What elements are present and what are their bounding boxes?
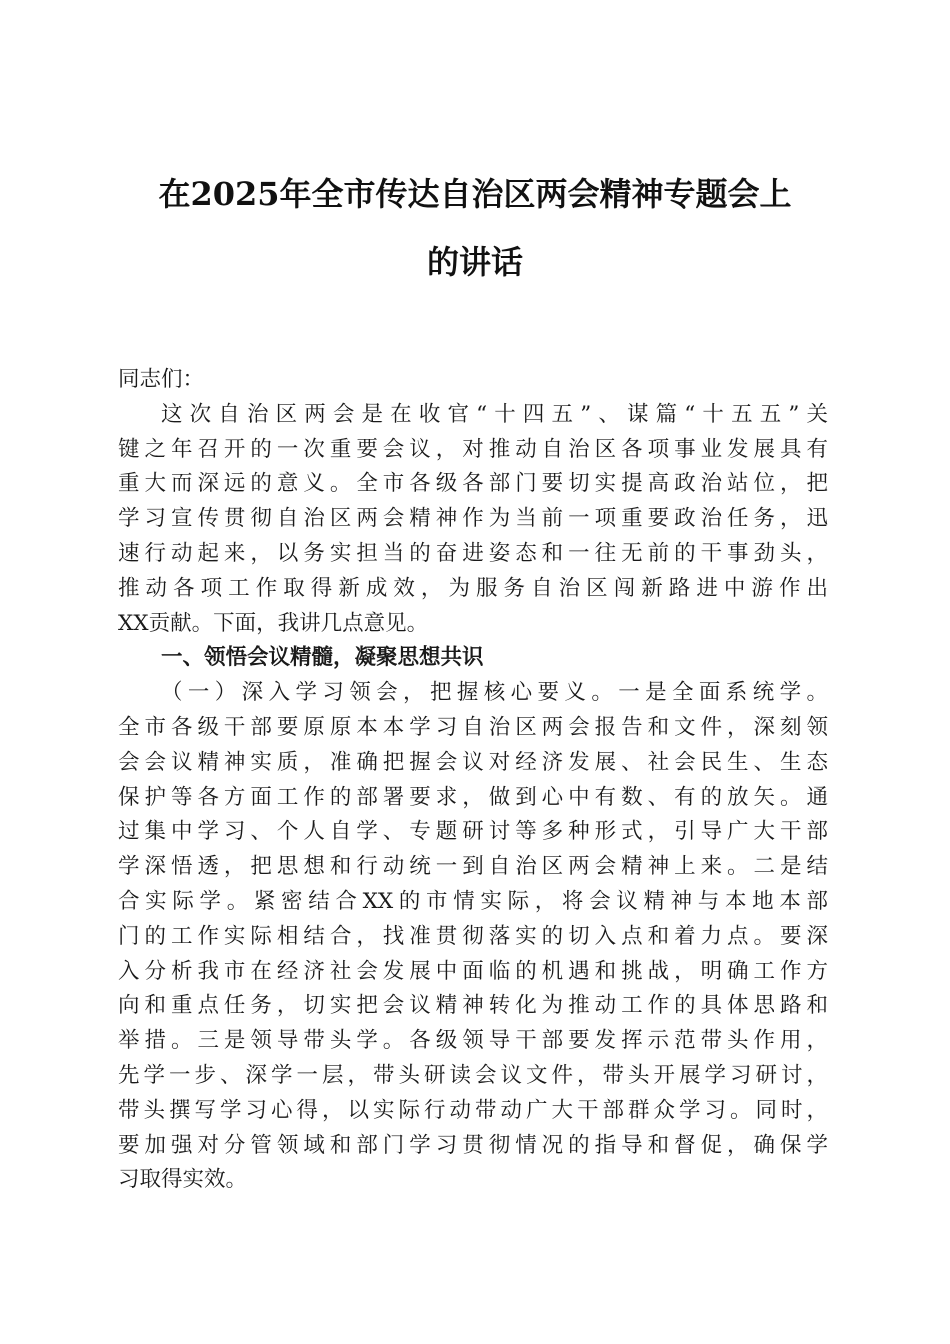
intro-line: 这次自治区两会是在收官“十四五”、谋篇“十五五”关 (161, 401, 828, 427)
paragraph-line: 举措。三是领导带头学。各级领导干部要发挥示范带头作用， (118, 1028, 828, 1054)
paragraph-line: 过集中学习、个人自学、专题研讨等多种形式，引导广大干部 (118, 819, 828, 845)
document-title-line-2: 的讲话 (426, 243, 523, 281)
intro-line: 速行动起来，以务实担当的奋进姿态和一往无前的干事劲头， (118, 540, 828, 566)
paragraph-line: 学深悟透，把思想和行动统一到自治区两会精神上来。二是结 (118, 854, 828, 880)
document-body (118, 363, 828, 1198)
paragraph-line: 全市各级干部要原原本本学习自治区两会报告和文件，深刻领 (118, 714, 828, 740)
paragraph-line: 向和重点任务，切实把会议精神转化为推动工作的具体思路和 (118, 993, 828, 1019)
paragraph-line: 会会议精神实质，准确把握会议对经济发展、社会民生、生态 (118, 749, 828, 775)
paragraph-line: 合实际学。紧密结合XX的市情实际，将会议精神与本地本部 (118, 888, 828, 914)
intro-line: XX贡献。下面，我讲几点意见。 (118, 610, 429, 636)
paragraph-line: 先学一步、深学一层，带头研读会议文件，带头开展学习研讨， (118, 1062, 828, 1088)
paragraph-line: 习取得实效。 (118, 1167, 248, 1193)
paragraph-line: 保护等各方面工作的部署要求，做到心中有数、有的放矢。通 (118, 784, 828, 810)
intro-line: 学习宣传贯彻自治区两会精神作为当前一项重要政治任务，迅 (118, 506, 828, 532)
intro-line: 键之年召开的一次重要会议，对推动自治区各项事业发展具有 (118, 436, 828, 462)
paragraph-line: （一）深入学习领会，把握核心要义。一是全面系统学。 (161, 680, 828, 706)
paragraph-line: 要加强对分管领域和部门学习贯彻情况的指导和督促，确保学 (118, 1132, 828, 1158)
intro-line: 重大而深远的意义。全市各级各部门要切实提高政治站位，把 (118, 471, 828, 497)
document-title-line-1: 在2025年全市传达自治区两会精神专题会上 (158, 175, 792, 213)
paragraph-line: 门的工作实际相结合，找准贯彻落实的切入点和着力点。要深 (118, 923, 828, 949)
paragraph-line: 入分析我市在经济社会发展中面临的机遇和挑战，明确工作方 (118, 958, 828, 984)
section-heading: 一、领悟会议精髓，凝聚思想共识 (161, 645, 484, 671)
salutation: 同志们： (118, 367, 205, 392)
paragraph-line: 带头撰写学习心得，以实际行动带动广大干部群众学习。同时， (118, 1097, 828, 1123)
intro-line: 推动各项工作取得新成效，为服务自治区闯新路进中游作出 (118, 575, 828, 601)
